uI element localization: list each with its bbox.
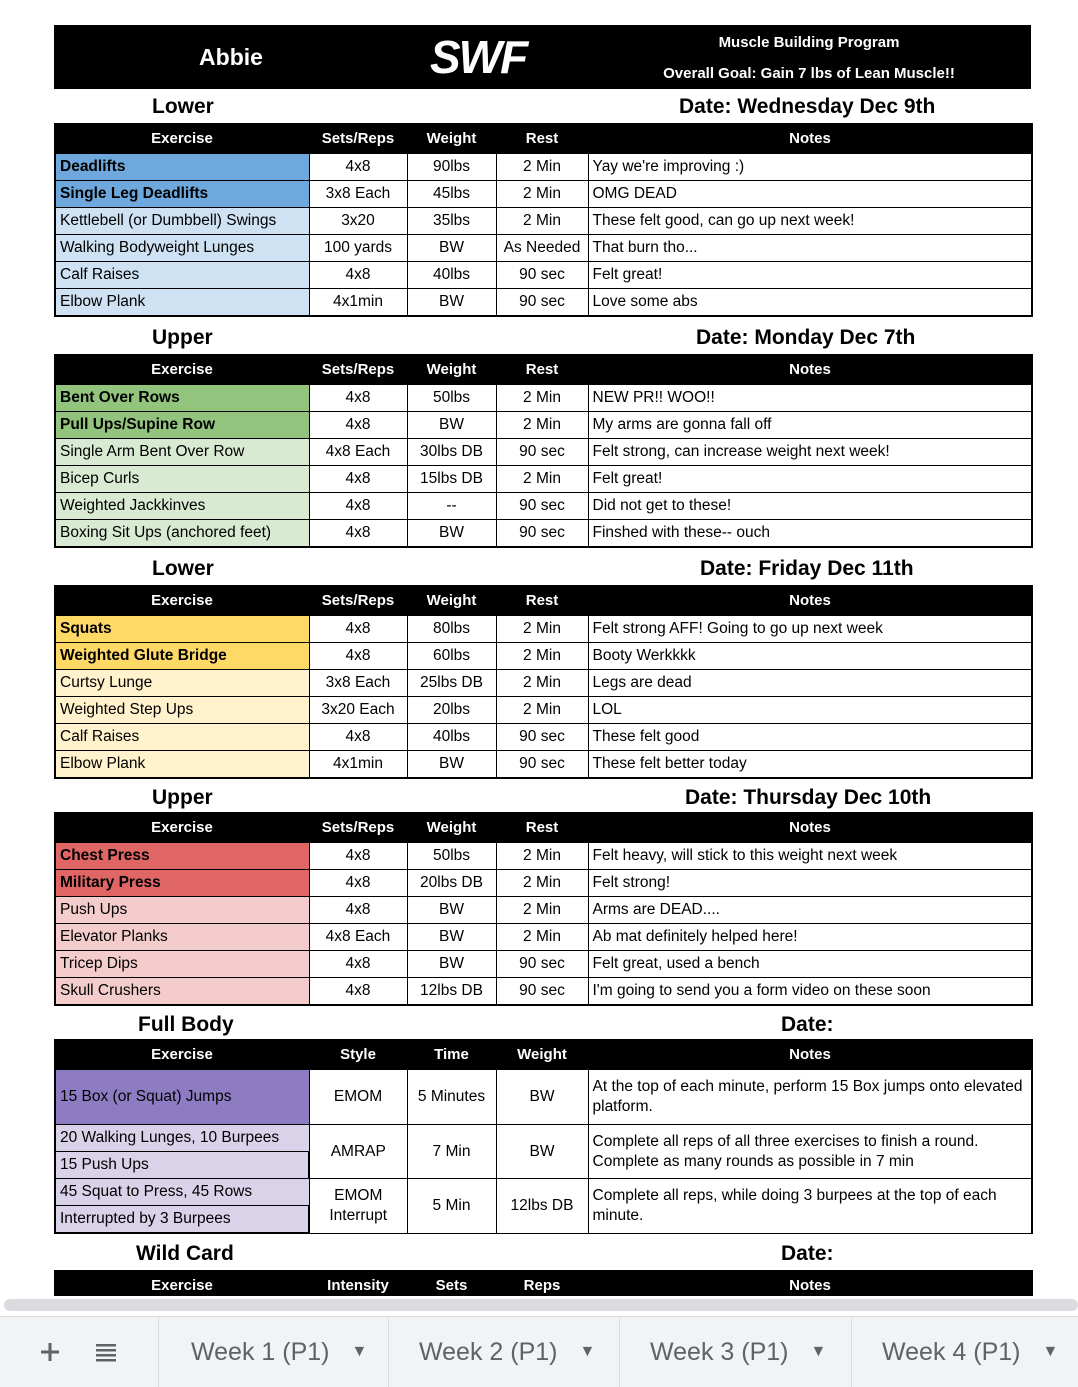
sets-reps-cell[interactable]: 4x8 [309, 493, 407, 520]
full-body-table [54, 1039, 1033, 1234]
weight-cell[interactable]: BW [407, 924, 496, 951]
sets-reps-cell[interactable]: 4x8 [309, 412, 407, 439]
swf-logo-icon [430, 35, 560, 79]
sets-reps-cell[interactable]: 4x8 [309, 951, 407, 978]
notes-cell[interactable]: Finshed with these-- ouch [588, 520, 1032, 548]
rest-cell[interactable]: 90 sec [496, 951, 588, 978]
table-row [55, 897, 1032, 924]
sheet-tab-week-4[interactable] [851, 1317, 1078, 1387]
exercise-cell[interactable]: Skull Crushers [55, 978, 309, 1006]
table-header-row [55, 586, 1032, 615]
notes-cell[interactable]: LOL [588, 697, 1032, 724]
table-row [55, 384, 1032, 412]
sets-reps-cell[interactable]: 3x8 Each [309, 181, 407, 208]
column-header[interactable]: Sets/Reps [309, 124, 407, 153]
sets-reps-cell[interactable]: 3x20 Each [309, 697, 407, 724]
weight-cell[interactable]: BW [496, 1069, 588, 1125]
table-row [55, 951, 1032, 978]
table-row [55, 493, 1032, 520]
weight-cell[interactable]: 40lbs [407, 262, 496, 289]
rest-cell[interactable]: 2 Min [496, 697, 588, 724]
section-date: Date: [781, 1013, 834, 1036]
rest-cell[interactable]: 2 Min [496, 412, 588, 439]
sets-reps-cell[interactable]: 4x1min [309, 751, 407, 779]
weight-cell[interactable]: BW [407, 751, 496, 779]
sets-reps-cell[interactable]: 4x8 [309, 262, 407, 289]
sets-reps-cell[interactable]: 4x8 [309, 978, 407, 1006]
table-row [55, 1069, 1032, 1125]
sheet-tab-week-1[interactable] [158, 1317, 388, 1387]
weight-cell[interactable]: BW [407, 235, 496, 262]
rest-cell[interactable]: 2 Min [496, 384, 588, 412]
sets-reps-cell[interactable]: 4x8 [309, 466, 407, 493]
rest-cell[interactable]: 2 Min [496, 181, 588, 208]
notes-cell[interactable]: Felt great, used a bench [588, 951, 1032, 978]
column-header[interactable]: Style [309, 1040, 407, 1069]
section-title: Wild Card [136, 1242, 234, 1265]
exercise-cell[interactable]: Bicep Curls [55, 466, 309, 493]
notes-cell[interactable]: Love some abs [588, 289, 1032, 317]
weight-cell[interactable]: 45lbs [407, 181, 496, 208]
weight-cell[interactable]: BW [407, 289, 496, 317]
column-header[interactable]: Weight [407, 586, 496, 615]
notes-cell[interactable]: That burn tho... [588, 235, 1032, 262]
table-row [55, 208, 1032, 235]
program-header [54, 25, 1031, 89]
sheet-tab-week-2[interactable] [388, 1317, 619, 1387]
exercise-cell[interactable]: Calf Raises [55, 262, 309, 289]
exercise-cell[interactable]: Single Leg Deadlifts [55, 181, 309, 208]
exercise-cell[interactable]: Elevator Planks [55, 924, 309, 951]
column-header[interactable]: Exercise [55, 355, 309, 384]
sets-reps-cell[interactable]: 4x8 [309, 520, 407, 548]
style-cell[interactable]: EMOM [309, 1069, 407, 1125]
notes-cell[interactable]: Felt heavy, will stick to this weight next week [588, 842, 1032, 870]
workout-table [54, 123, 1033, 317]
caret-down-icon[interactable]: ▼ [810, 1343, 827, 1360]
list-icon [94, 1341, 118, 1363]
caret-down-icon[interactable]: ▼ [351, 1343, 368, 1360]
table-row [55, 1179, 1032, 1206]
client-name: Abbie [199, 43, 263, 70]
table-row [55, 643, 1032, 670]
exercise-cell[interactable]: 15 Box (or Squat) Jumps [55, 1069, 309, 1125]
column-header[interactable]: Exercise [55, 586, 309, 615]
style-cell[interactable]: EMOM Interrupt [309, 1179, 407, 1234]
column-header[interactable]: Sets/Reps [309, 813, 407, 842]
notes-cell[interactable]: I'm going to send you a form video on these soon [588, 978, 1032, 1006]
table-row [55, 1125, 1032, 1152]
sheet-tab-week-3[interactable] [619, 1317, 851, 1387]
table-row [55, 466, 1032, 493]
column-header[interactable]: Time [407, 1040, 496, 1069]
notes-cell[interactable]: Felt strong! [588, 870, 1032, 897]
weight-cell[interactable]: BW [407, 897, 496, 924]
sets-reps-cell[interactable]: 4x8 Each [309, 924, 407, 951]
column-header[interactable]: Rest [496, 586, 588, 615]
weight-cell[interactable]: 30lbs DB [407, 439, 496, 466]
column-header[interactable]: Notes [588, 124, 1032, 153]
rest-cell[interactable]: 2 Min [496, 842, 588, 870]
column-header[interactable]: Rest [496, 813, 588, 842]
sets-reps-cell[interactable]: 4x1min [309, 289, 407, 317]
sets-reps-cell[interactable]: 4x8 [309, 724, 407, 751]
exercise-cell[interactable]: Boxing Sit Ups (anchored feet) [55, 520, 309, 548]
sets-reps-cell[interactable]: 3x8 Each [309, 670, 407, 697]
section-title: Lower [152, 557, 214, 580]
exercise-cell[interactable]: 45 Squat to Press, 45 Rows [55, 1179, 309, 1206]
table-row [55, 520, 1032, 548]
rest-cell[interactable]: As Needed [496, 235, 588, 262]
notes-cell[interactable]: Felt great! [588, 262, 1032, 289]
weight-cell[interactable]: BW [407, 520, 496, 548]
swf-logo [430, 35, 560, 79]
column-header[interactable]: Exercise [55, 1040, 309, 1069]
sheet-tab-label: Week 3 (P1) [650, 1337, 789, 1366]
weight-cell[interactable]: 20lbs [407, 697, 496, 724]
column-header[interactable]: Exercise [55, 813, 309, 842]
notes-cell[interactable]: At the top of each minute, perform 15 Box jumps onto elevated platform. [588, 1069, 1032, 1125]
rest-cell[interactable]: 90 sec [496, 439, 588, 466]
rest-cell[interactable]: 90 sec [496, 262, 588, 289]
table-header-row [55, 1040, 1032, 1069]
sheet-tab-label: Week 1 (P1) [191, 1337, 330, 1366]
notes-cell[interactable]: Ab mat definitely helped here! [588, 924, 1032, 951]
exercise-cell[interactable]: Pull Ups/Supine Row [55, 412, 309, 439]
rest-cell[interactable]: 90 sec [496, 289, 588, 317]
exercise-cell[interactable]: Curtsy Lunge [55, 670, 309, 697]
rest-cell[interactable]: 2 Min [496, 670, 588, 697]
table-row [55, 670, 1032, 697]
sets-reps-cell[interactable]: 4x8 Each [309, 439, 407, 466]
notes-cell[interactable]: Complete all reps, while doing 3 burpees at the top of each minute. [588, 1179, 1032, 1234]
exercise-cell[interactable]: 15 Push Ups [55, 1152, 309, 1179]
sets-reps-cell[interactable]: 4x8 [309, 870, 407, 897]
column-header[interactable]: Weight [407, 813, 496, 842]
horizontal-scrollbar[interactable] [0, 1296, 1078, 1316]
table-row [55, 235, 1032, 262]
style-cell[interactable]: AMRAP [309, 1125, 407, 1179]
exercise-cell[interactable]: Elbow Plank [55, 751, 309, 779]
exercise-cell[interactable]: Tricep Dips [55, 951, 309, 978]
table-row [55, 153, 1032, 181]
exercise-cell[interactable]: 20 Walking Lunges, 10 Burpees [55, 1125, 309, 1152]
rest-cell[interactable]: 90 sec [496, 751, 588, 779]
time-cell[interactable]: 5 Minutes [407, 1069, 496, 1125]
notes-cell[interactable]: These felt good, can go up next week! [588, 208, 1032, 235]
weight-cell[interactable]: 50lbs [407, 384, 496, 412]
exercise-cell[interactable]: Squats [55, 615, 309, 643]
column-header[interactable]: Notes [588, 1040, 1032, 1069]
notes-cell[interactable]: Felt strong AFF! Going to go up next week [588, 615, 1032, 643]
weight-cell[interactable]: -- [407, 493, 496, 520]
weight-cell[interactable]: 60lbs [407, 643, 496, 670]
rest-cell[interactable]: 2 Min [496, 208, 588, 235]
column-header[interactable]: Weight [407, 124, 496, 153]
sheet-tab-label: Week 2 (P1) [419, 1337, 558, 1366]
section-date: Date: Wednesday Dec 9th [679, 95, 936, 118]
rest-cell[interactable]: 90 sec [496, 520, 588, 548]
notes-cell[interactable]: These felt good [588, 724, 1032, 751]
column-header[interactable]: Rest [496, 124, 588, 153]
table-header-row [55, 355, 1032, 384]
sheet-tab-label: Week 4 (P1) [882, 1337, 1021, 1366]
exercise-cell[interactable]: Walking Bodyweight Lunges [55, 235, 309, 262]
table-row [55, 724, 1032, 751]
section-title: Upper [152, 786, 213, 809]
weight-cell[interactable]: 90lbs [407, 153, 496, 181]
table-row [55, 842, 1032, 870]
weight-cell[interactable]: 15lbs DB [407, 466, 496, 493]
column-header[interactable]: Exercise [55, 1271, 309, 1296]
rest-cell[interactable]: 2 Min [496, 466, 588, 493]
caret-down-icon[interactable]: ▼ [579, 1343, 596, 1360]
workout-table [54, 585, 1033, 779]
exercise-cell[interactable]: Calf Raises [55, 724, 309, 751]
table-row [55, 439, 1032, 466]
workout-table [54, 354, 1033, 548]
rest-cell[interactable]: 2 Min [496, 153, 588, 181]
program-name: Muscle Building Program [718, 34, 900, 51]
column-header[interactable]: Exercise [55, 124, 309, 153]
table-row [55, 870, 1032, 897]
scrollbar-thumb[interactable] [4, 1299, 1078, 1311]
column-header[interactable]: Intensity [309, 1271, 407, 1296]
rest-cell[interactable]: 2 Min [496, 870, 588, 897]
weight-cell[interactable]: 35lbs [407, 208, 496, 235]
sets-reps-cell[interactable]: 4x8 [309, 643, 407, 670]
rest-cell[interactable]: 2 Min [496, 643, 588, 670]
notes-cell[interactable]: Legs are dead [588, 670, 1032, 697]
column-header[interactable]: Rest [496, 355, 588, 384]
exercise-cell[interactable]: Single Arm Bent Over Row [55, 439, 309, 466]
workout-table [54, 812, 1033, 1006]
time-cell[interactable]: 7 Min [407, 1125, 496, 1179]
exercise-cell[interactable]: Deadlifts [55, 153, 309, 181]
rest-cell[interactable]: 2 Min [496, 897, 588, 924]
wild-card-table [54, 1270, 1033, 1296]
notes-cell[interactable]: OMG DEAD [588, 181, 1032, 208]
sets-reps-cell[interactable]: 4x8 [309, 842, 407, 870]
column-header[interactable]: Notes [588, 586, 1032, 615]
weight-cell[interactable]: 80lbs [407, 615, 496, 643]
weight-cell[interactable]: BW [407, 412, 496, 439]
svg-text:SWF: SWF [430, 35, 527, 79]
table-row [55, 978, 1032, 1006]
sets-reps-cell[interactable]: 4x8 [309, 153, 407, 181]
sets-reps-cell[interactable]: 100 yards [309, 235, 407, 262]
sheet-tab-bar [0, 1316, 1078, 1387]
notes-cell[interactable]: My arms are gonna fall off [588, 412, 1032, 439]
sets-reps-cell[interactable]: 4x8 [309, 615, 407, 643]
table-header-row [55, 124, 1032, 153]
column-header[interactable]: Reps [496, 1271, 588, 1296]
table-row [55, 924, 1032, 951]
caret-down-icon[interactable]: ▼ [1042, 1343, 1059, 1360]
sets-reps-cell[interactable]: 4x8 [309, 384, 407, 412]
column-header[interactable]: Weight [496, 1040, 588, 1069]
exercise-cell[interactable]: Weighted Step Ups [55, 697, 309, 724]
notes-cell[interactable]: Felt strong, can increase weight next week! [588, 439, 1032, 466]
notes-cell[interactable]: Did not get to these! [588, 493, 1032, 520]
table-row [55, 615, 1032, 643]
table-row [55, 181, 1032, 208]
exercise-cell[interactable]: Weighted Glute Bridge [55, 643, 309, 670]
weight-cell[interactable]: 25lbs DB [407, 670, 496, 697]
table-row [55, 289, 1032, 317]
all-sheets-button[interactable] [86, 1317, 126, 1387]
notes-cell[interactable]: NEW PR!! WOO!! [588, 384, 1032, 412]
rest-cell[interactable]: 90 sec [496, 978, 588, 1006]
table-row [55, 697, 1032, 724]
weight-cell[interactable]: 20lbs DB [407, 870, 496, 897]
exercise-cell[interactable]: Military Press [55, 870, 309, 897]
rest-cell[interactable]: 90 sec [496, 493, 588, 520]
rest-cell[interactable]: 90 sec [496, 724, 588, 751]
weight-cell[interactable]: 12lbs DB [407, 978, 496, 1006]
rest-cell[interactable]: 2 Min [496, 924, 588, 951]
notes-cell[interactable]: Felt great! [588, 466, 1032, 493]
rest-cell[interactable]: 2 Min [496, 615, 588, 643]
table-row [55, 751, 1032, 779]
exercise-cell[interactable]: Chest Press [55, 842, 309, 870]
sets-reps-cell[interactable]: 3x20 [309, 208, 407, 235]
table-header-row [55, 1271, 1032, 1296]
weight-cell[interactable]: BW [496, 1125, 588, 1179]
sets-reps-cell[interactable]: 4x8 [309, 897, 407, 924]
notes-cell[interactable]: Arms are DEAD.... [588, 897, 1032, 924]
section-date: Date: Monday Dec 7th [696, 326, 916, 349]
notes-cell[interactable]: These felt better today [588, 751, 1032, 779]
exercise-cell[interactable]: Push Ups [55, 897, 309, 924]
weight-cell[interactable]: 50lbs [407, 842, 496, 870]
section-date: Date: [781, 1242, 834, 1265]
time-cell[interactable]: 5 Min [407, 1179, 496, 1234]
column-header[interactable]: Notes [588, 1271, 1032, 1296]
program-goal: Overall Goal: Gain 7 lbs of Lean Muscle!! [663, 65, 955, 82]
plus-icon [39, 1341, 61, 1363]
section-title: Upper [152, 326, 213, 349]
weight-cell[interactable]: BW [407, 951, 496, 978]
exercise-cell[interactable]: Bent Over Rows [55, 384, 309, 412]
column-header[interactable]: Sets/Reps [309, 586, 407, 615]
section-date: Date: Thursday Dec 10th [685, 786, 932, 809]
exercise-cell[interactable]: Interrupted by 3 Burpees [55, 1206, 309, 1234]
exercise-cell[interactable]: Weighted Jackkinves [55, 493, 309, 520]
column-header[interactable]: Notes [588, 355, 1032, 384]
column-header[interactable]: Sets/Reps [309, 355, 407, 384]
section-title: Full Body [138, 1013, 234, 1036]
column-header[interactable]: Weight [407, 355, 496, 384]
section-date: Date: Friday Dec 11th [700, 557, 914, 580]
column-header[interactable]: Sets [407, 1271, 496, 1296]
section-title: Lower [152, 95, 214, 118]
notes-cell[interactable]: Booty Werkkkk [588, 643, 1032, 670]
weight-cell[interactable]: 12lbs DB [496, 1179, 588, 1234]
notes-cell[interactable]: Yay we're improving :) [588, 153, 1032, 181]
weight-cell[interactable]: 40lbs [407, 724, 496, 751]
exercise-cell[interactable]: Kettlebell (or Dumbbell) Swings [55, 208, 309, 235]
table-row [55, 262, 1032, 289]
add-sheet-button[interactable] [30, 1317, 70, 1387]
table-row [55, 412, 1032, 439]
table-header-row [55, 813, 1032, 842]
exercise-cell[interactable]: Elbow Plank [55, 289, 309, 317]
notes-cell[interactable]: Complete all reps of all three exercises to finish a round. Complete as many rounds as possible in 7 min [588, 1125, 1032, 1179]
column-header[interactable]: Notes [588, 813, 1032, 842]
